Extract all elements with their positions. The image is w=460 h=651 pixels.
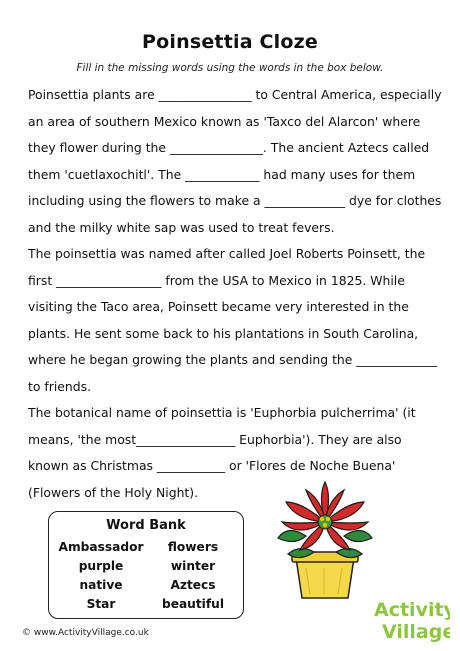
logo-image — [370, 596, 450, 644]
activity-village-logo — [370, 596, 450, 648]
passage-line: Poinsettia plants are _______________ to Central America, especially — [28, 87, 442, 102]
word-bank-word: flowers — [167, 540, 219, 554]
instructions: Fill in the missing words using the words in the box below. — [76, 62, 384, 74]
passage-line: The botanical name of poinsettia is 'Euphorbia pulcherrima' (it — [28, 405, 416, 420]
word-bank-grid — [55, 540, 239, 612]
word-bank-word: beautiful — [161, 597, 225, 611]
passage-line: means, 'the most________________ Euphorbia'). They are also — [28, 431, 402, 447]
logo-line1: Activity — [374, 599, 450, 621]
cloze-passage — [28, 82, 440, 506]
word-bank-word: Ambassador — [58, 540, 144, 554]
word-bank — [48, 511, 244, 619]
poinsettia-illustration — [266, 476, 384, 608]
page-title: Poinsettia Cloze — [142, 31, 318, 53]
word-bank-word: Aztecs — [170, 578, 216, 592]
poinsettia-pot-image — [266, 476, 384, 604]
passage-line: them 'cuetlaxochitl'. The ____________ had many uses for them — [28, 166, 416, 182]
passage-line: visiting the Taco area, Poinsett became very interested in the — [28, 299, 409, 314]
word-bank-title: Word Bank — [106, 518, 186, 533]
word-bank-word: purple — [78, 559, 124, 573]
passage-line: first _________________ from the USA to Mexico in 1825. While — [28, 272, 405, 288]
copyright-text: © www.ActivityVillage.co.uk — [22, 628, 149, 638]
passage-line: they flower during the _______________. The ancient Aztecs called — [28, 140, 430, 155]
passage-line: to friends. — [28, 378, 92, 394]
word-bank-word: Star — [86, 597, 116, 611]
passage-line: where he began growing the plants and sending the _____________ — [28, 352, 437, 367]
passage-line: and the milky white sap was used to treat fevers. — [28, 219, 335, 235]
word-bank-word: native — [79, 578, 123, 592]
logo-line2: Village — [382, 621, 450, 643]
passage-line: The poinsettia was named after called Joel Roberts Poinsett, the — [28, 246, 426, 261]
passage-line: an area of southern Mexico known as 'Taxco del Alarcon' where — [28, 113, 421, 129]
passage-line: (Flowers of the Holy Night). — [28, 484, 199, 500]
word-bank-word: winter — [170, 559, 216, 573]
passage-line: including using the flowers to make a _____________ dye for clothes — [28, 193, 442, 208]
passage-line: known as Christmas ___________ or 'Flores de Noche Buena' — [28, 458, 396, 473]
passage-line: plants. He sent some back to his plantations in South Carolina, — [28, 325, 419, 341]
